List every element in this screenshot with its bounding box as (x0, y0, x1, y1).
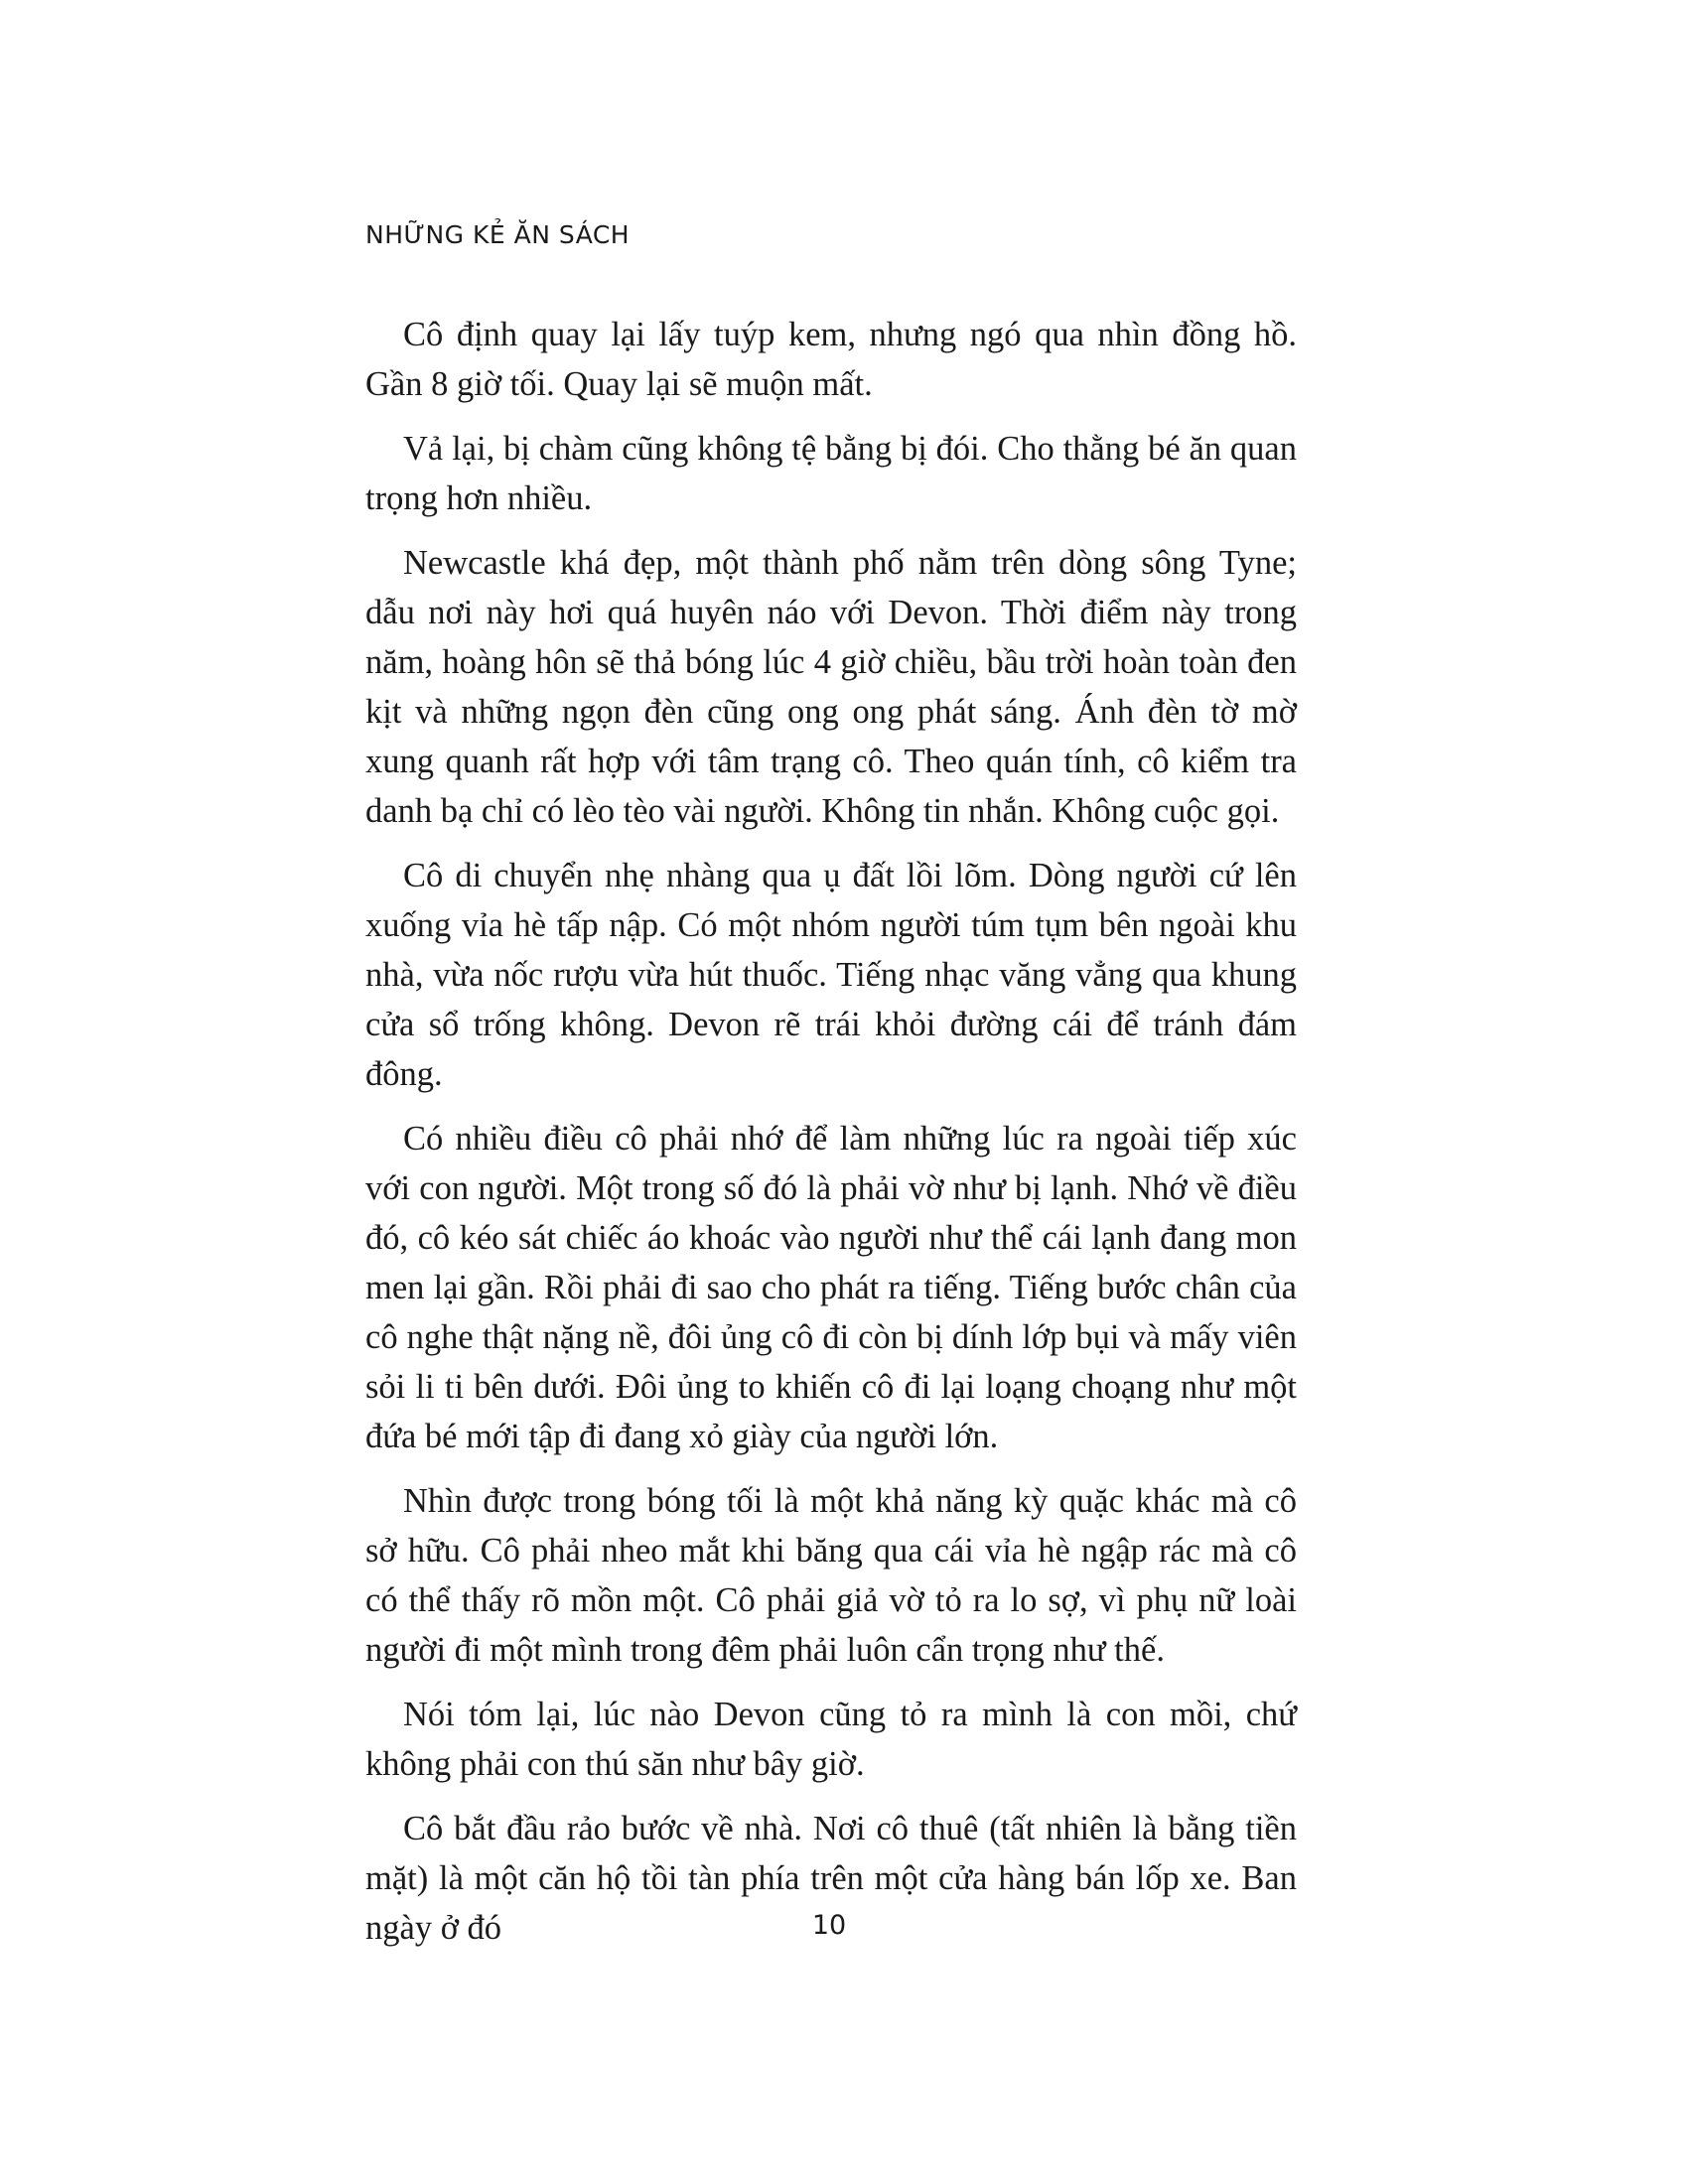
paragraph: Nhìn được trong bóng tối là một khả năng kỳ quặc khác mà cô sở hữu. Cô phải nheo mắt khi băng qua cái vỉa hè ngập rác mà cô có thể thấy rõ mồn một. Cô phải giả vờ tỏ ra lo sợ, vì phụ nữ loài người đi một mình trong đêm phải luôn cẩn trọng như thế. (365, 1482, 1297, 1669)
page-number: 10 (811, 1910, 847, 1941)
paragraph: Nói tóm lại, lúc nào Devon cũng tỏ ra mình là con mồi, chứ không phải con thú săn như bây giờ. (365, 1696, 1297, 1783)
paragraph: Cô định quay lại lấy tuýp kem, nhưng ngó qua nhìn đồng hồ. Gần 8 giờ tối. Quay lại sẽ muộn mất. (365, 316, 1297, 403)
body-text (365, 310, 1297, 1968)
paragraph: Có nhiều điều cô phải nhớ để làm những lúc ra ngoài tiếp xúc với con người. Một trong số đó là phải vờ như bị lạnh. Nhớ về điều đó, cô kéo sát chiếc áo khoác vào người như thể cái lạnh đang mon men lại gần. Rồi phải đi sao cho phát ra tiếng. Tiếng bước chân của cô nghe thật nặng nề, đôi ủng cô đi còn bị dính lớp bụi và mấy viên sỏi li ti bên dưới. Đôi ủng to khiến cô đi lại loạng choạng như một đứa bé mới tập đi đang xỏ giày của người lớn. (365, 1120, 1297, 1455)
paragraph: Vả lại, bị chàm cũng không tệ bằng bị đói. Cho thằng bé ăn quan trọng hơn nhiều. (365, 430, 1297, 517)
running-header: NHỮNG KẺ ĂN SÁCH (365, 220, 631, 249)
paragraph: Cô bắt đầu rảo bước về nhà. Nơi cô thuê (tất nhiên là bằng tiền mặt) là một căn hộ tồi tàn phía trên một cửa hàng bán lốp xe. Ban ngày ở đó (365, 1810, 1297, 1947)
paragraph: Newcastle khá đẹp, một thành phố nằm trên dòng sông Tyne; dẫu nơi này hơi quá huyên náo với Devon. Thời điểm này trong năm, hoàng hôn sẽ thả bóng lúc 4 giờ chiều, bầu trời hoàn toàn đen kịt và những ngọn đèn cũng ong ong phát sáng. Ánh đèn tờ mờ xung quanh rất hợp với tâm trạng cô. Theo quán tính, cô kiểm tra danh bạ chỉ có lèo tèo vài người. Không tin nhắn. Không cuộc gọi. (365, 544, 1297, 830)
paragraph: Cô di chuyển nhẹ nhàng qua ụ đất lồi lõm. Dòng người cứ lên xuống vỉa hè tấp nập. Có một nhóm người túm tụm bên ngoài khu nhà, vừa nốc rượu vừa hút thuốc. Tiếng nhạc văng vẳng qua khung cửa sổ trống không. Devon rẽ trái khỏi đường cái để tránh đám đông. (365, 857, 1297, 1093)
